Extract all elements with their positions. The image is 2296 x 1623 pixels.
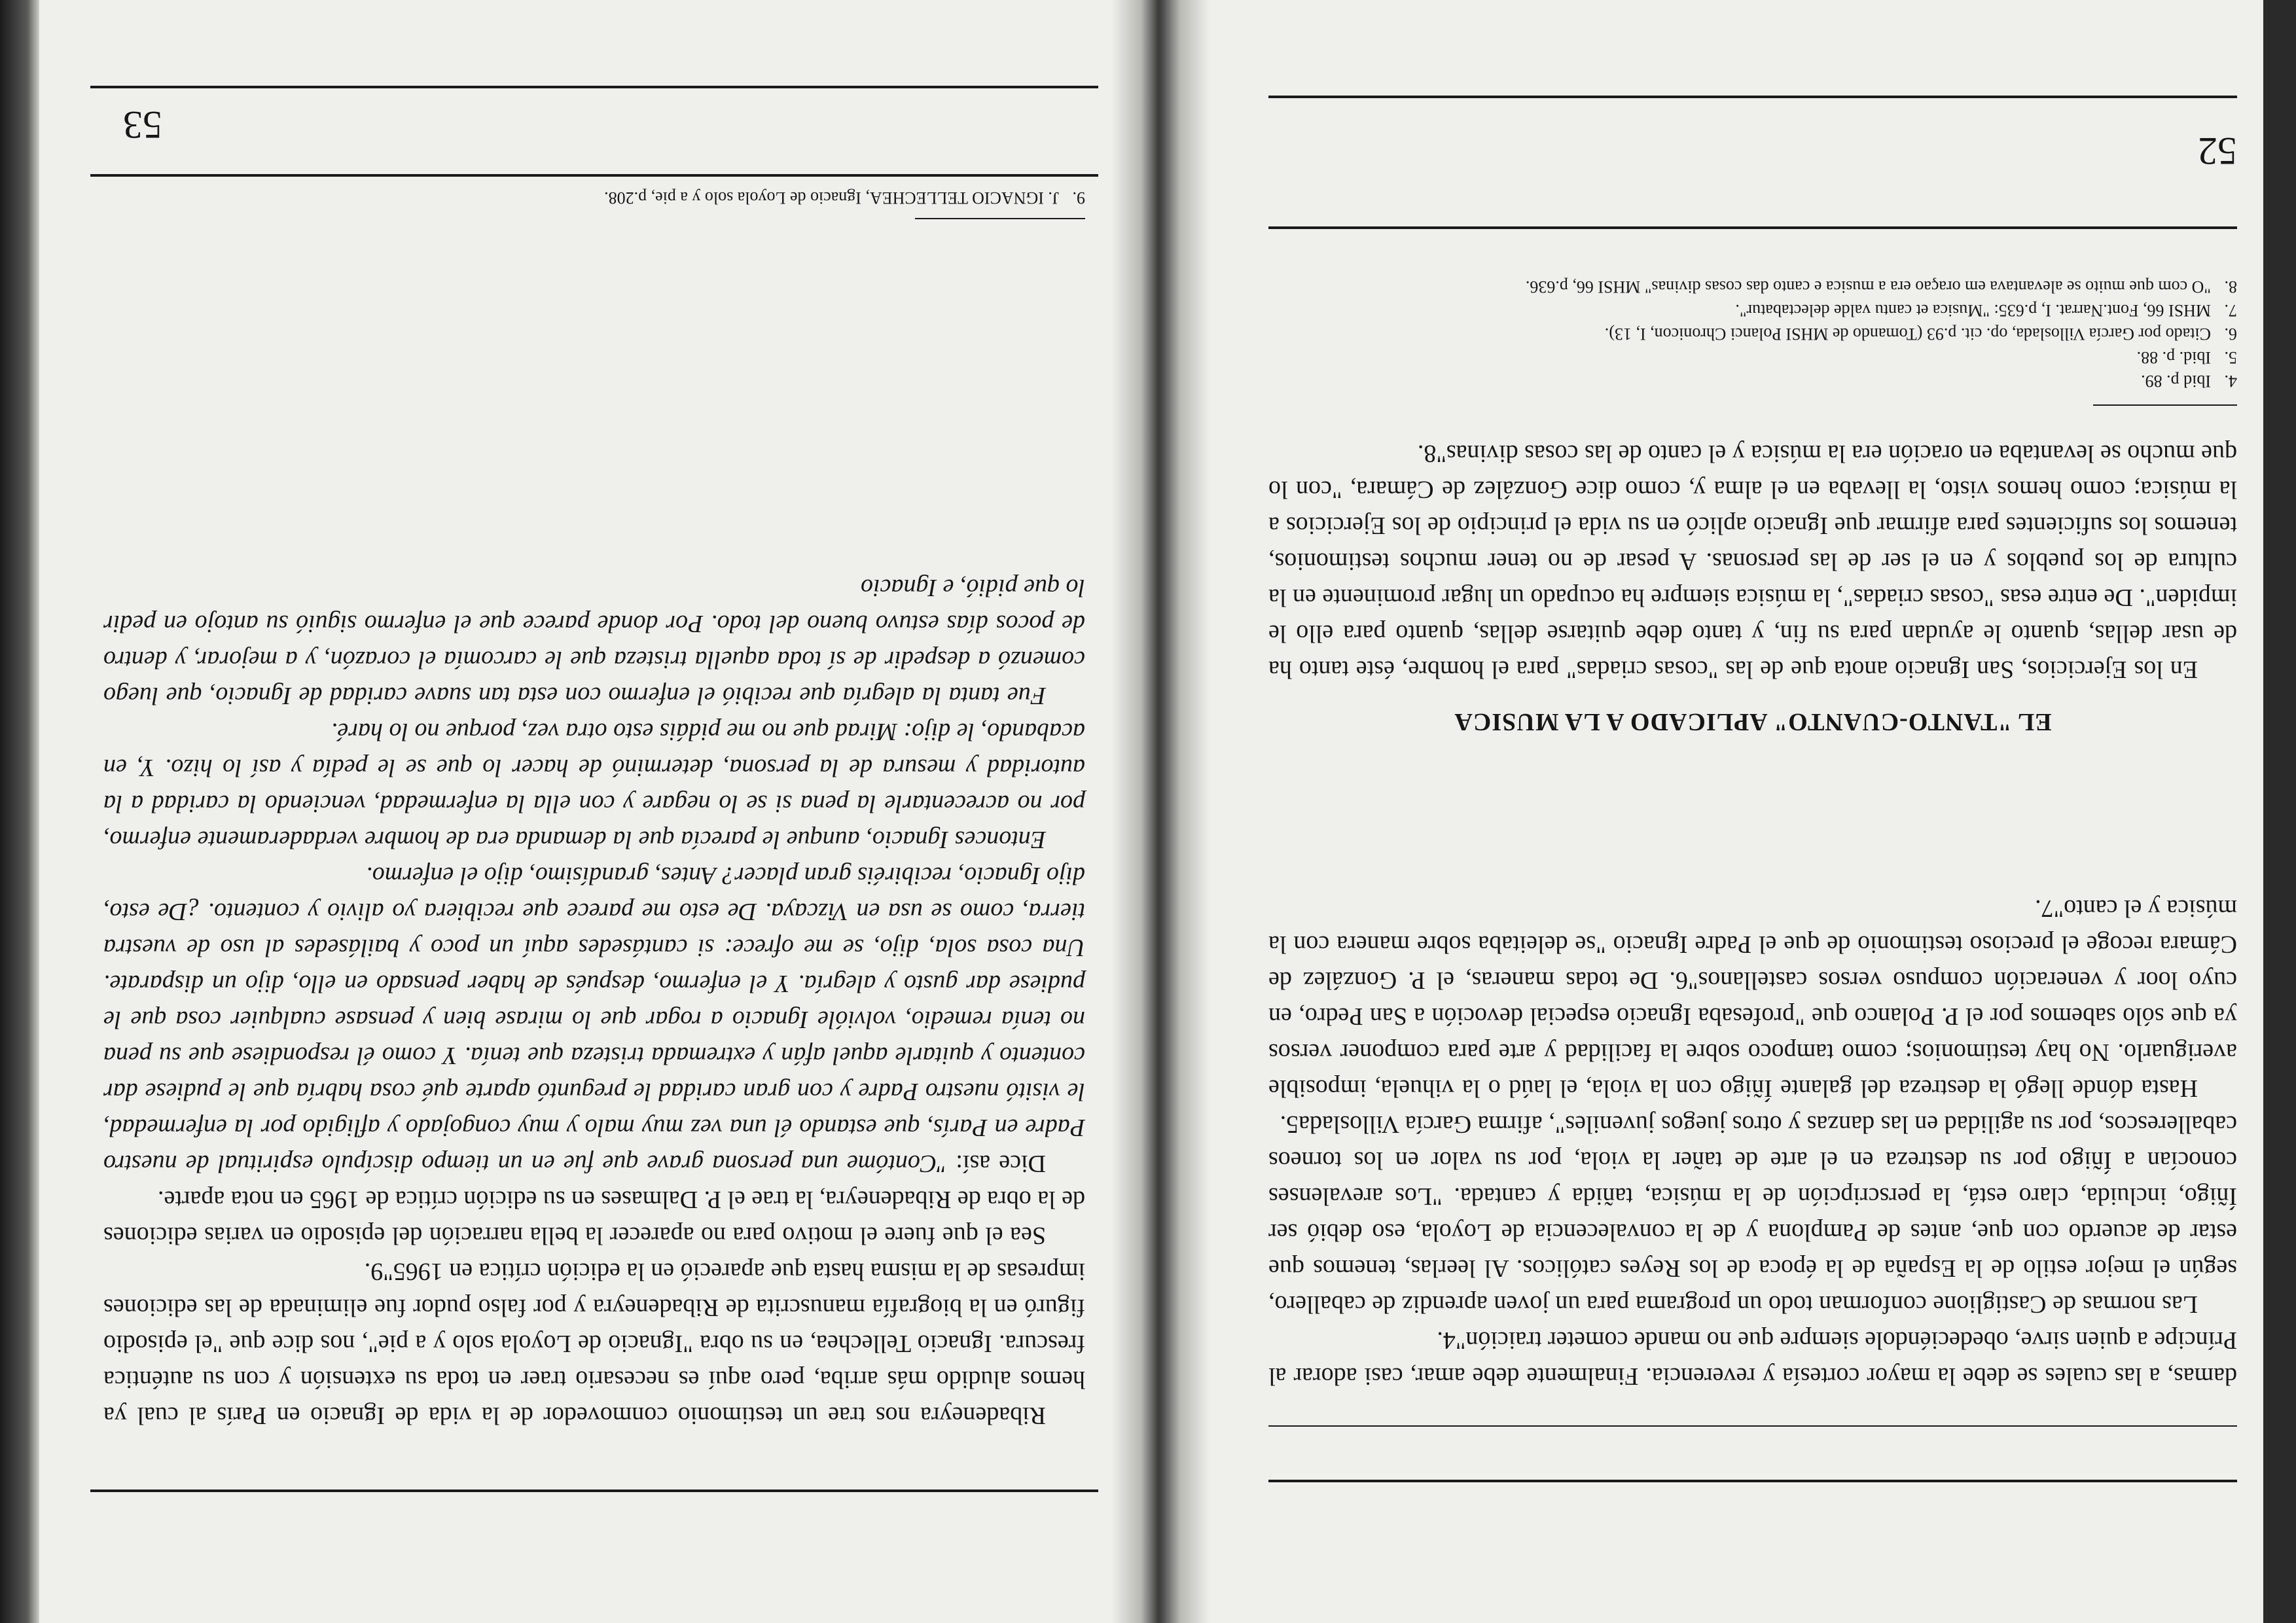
footnote: 4.Ibid p. 89. <box>2141 372 2237 391</box>
header-rule <box>90 1489 1098 1492</box>
page-52-body-2 <box>1268 435 2237 687</box>
paragraph: Ribadeneyra nos trae un testimonio conmovedor de la vida de Ignacio en París al cual ya hemos aludido más arriba, pero aquí es necesario traer en toda su extensión y con su auténtica frescura. Ignacio Tellechea, en su obra "Ignacio de Loyola solo y a pie", nos dice que "el episodio figuró en la biografía manuscrita de Ribadeneyra y por falso pudor fue eliminada de las ediciones impresas de la misma hasta que apareció en la edición crítica en 1965"9. <box>103 1258 1085 1429</box>
book-edge-right <box>0 0 39 1623</box>
paragraph: Sea el que fuere el motivo para no aparecer la bella narración del episodio en varias ediciones de la obra de Ribadeneyra, la trae el P. Dalmases en su edición crítica de 1965 en nota aparte. <box>103 1186 1085 1249</box>
quote-text: "Contóme una persona grave que fue en un tiempo discípulo espiritual de nuestro Padre en París, que estando él una vez muy malo y muy congojado y afligido por la enfermedad, le visitó nuestro Padre y con gran caridad le preguntó aparte qué cosa habría que le pudiese dar contento y quitarle aquel afán y extremada tristeza que tenía. Y como él respondiese que su pena no tenía remedio, volvióle Ignacio a rogar que lo mirase bien y pensase cualquier cosa que le pudiese dar gusto y alegría. Y el enfermo, después de haber pensado en ello, dijo un disparate. Una cosa sola, dijo, se me ofrece: si cantásedes aquí un poco y bailásedes al uso de vuestra tierra, como se usa en Vizcaya. De esto me parece que recibiera yo alivio y contento. ¿De esto, dijo Ignacio, recibiréis gran placer? Antes, grandísimo, dijo el enfermo. <box>103 862 1085 1177</box>
quote-paragraph: Entonces Ignacio, aunque le parecía que la demanda era de hombre verdaderamente enfermo, por no acrecentarle la pena si se lo negare y con ella la enfermedad, venciendo la caridad a la autoridad y mesura de la persona, determinó de hacer lo que se le pedía y así lo hizo. Y, en acabando, le dijo: Mirad que no me pidáis esto otra vez, porque no lo haré. <box>103 718 1085 853</box>
page-53 <box>58 0 1111 1623</box>
footnotes <box>103 186 1085 209</box>
page-number: 53 <box>123 103 162 147</box>
header-rule <box>1268 1480 2237 1482</box>
paragraph: Hasta dónde llegó la destreza del galante Íñigo con la viola, el laúd o la vihuela, imposible averiguarlo. No hay testimonios; como tampoco sobre la facilidad y arte para componer versos ya que sólo sabemos por el P. Polanco que "profesaba Ignacio especial devoción a San Pedro, en cuyo loor y veneración compuso versos castellanos"6. De todas maneras, el P. González de Cámara recoge el precioso testimonio de que el Padre Ignacio "se deleitaba sobre manera con la música y el canto"7. <box>1268 895 2237 1102</box>
book-gutter <box>1111 0 1210 1623</box>
header-rule-thin <box>1268 1425 2237 1427</box>
paragraph: damas, a las cuales se debe la mayor cortesía y reverencia. Finalmente debe amar, casi adorar al Príncipe a quien sirve, obedeciéndole siempre que no mande cometer traición"4. <box>1268 1327 2237 1390</box>
footer-rule-bottom <box>1268 96 2237 98</box>
paragraph: En los Ejercicios, San Ignacio anota que de las "cosas criadas" para el hombre, éste tanto ha de usar dellas, quanto le ayudan para su fin, y tanto debe quitarse dellas, quanto para ello le impiden". De entre esas "cosas criadas", la música siempre ha ocupado un lugar prominente en la cultura de los pueblos y en el ser de las personas. A pesar de no tener muchos testimonios, tenemos los suficientes para afirmar que Ignacio aplicó en su vida el principio de los Ejercicios a la música; como hemos visto, la llevaba en el alma y, como dice González de Cámara, "con lo que mucho se levantaba en oración era la música y el canto de las cosas divinas"8. <box>1268 440 2237 683</box>
page-53-body <box>103 569 1085 1433</box>
intro-text: Dice así: <box>947 1150 1046 1177</box>
footnotes <box>1268 275 2237 393</box>
book-edge-left <box>2263 0 2296 1623</box>
footer-rule <box>90 174 1098 177</box>
footnote: 5.Ibid. p. 88. <box>2136 348 2237 367</box>
page-number: 52 <box>2198 130 2237 173</box>
footnote: 6.Citado por García Villoslada, op. cit. p.93 (Tomando de MHSI Polanci Chronicon, I, 13). <box>1604 325 2237 344</box>
footer-rule <box>1268 226 2237 229</box>
footer-rule-bottom <box>90 86 1098 88</box>
section-heading: EL "TANTO-CUANTO" APLICADO A LA MUSICA <box>1454 708 2052 736</box>
footnote: 7.MHSI 66, Font.Narrat. I, p.635: "Musica et cantu valde delectabatur". <box>1735 301 2237 320</box>
footnote-rule <box>915 218 1085 219</box>
footnote-rule <box>2093 404 2237 406</box>
quote-paragraph: Fue tanta la alegría que recibió el enfermo con esta tan suave caridad de Ignacio, que luego comenzó a despedir de sí toda aquella tristeza que le carcomía el corazón, y a mejorar, y dentro de pocos días estuvo bueno del todo. Por donde parece que el enfermo siguió su antojo en pedir lo que pidió, e Ignacio <box>103 574 1085 709</box>
paragraph: Las normas de Castiglione conforman todo un programa para un joven aprendiz de caballero, según el mejor estilo de la España de la época de los Reyes católicos. Al leerlas, tenemos que estar de acuerdo con que, antes de Pamplona y de la convalecencia de Loyola, eso debió ser Íñigo, incluida, claro está, la perscripción de la música, tañida y cantada. "Los arevalenses conocían a Íñigo por su destreza en el arte de tañer la viola, por su valor en los torneos caballerescos, por su agilidad en las danzas y otros juegos juveniles", afirma García Villoslada5. <box>1268 1111 2237 1318</box>
page-52 <box>1210 0 2237 1623</box>
footnote: 9.J. IGNACIO TELLECHEA, Ignacio de Loyola solo y a pie, p.208. <box>604 188 1085 207</box>
footnote: 8."O com que muito se alevantava em oraçao era a musica e canto das cosas divinas" MHSI 66, p.636. <box>1525 277 2237 296</box>
page-52-body <box>1268 890 2237 1394</box>
